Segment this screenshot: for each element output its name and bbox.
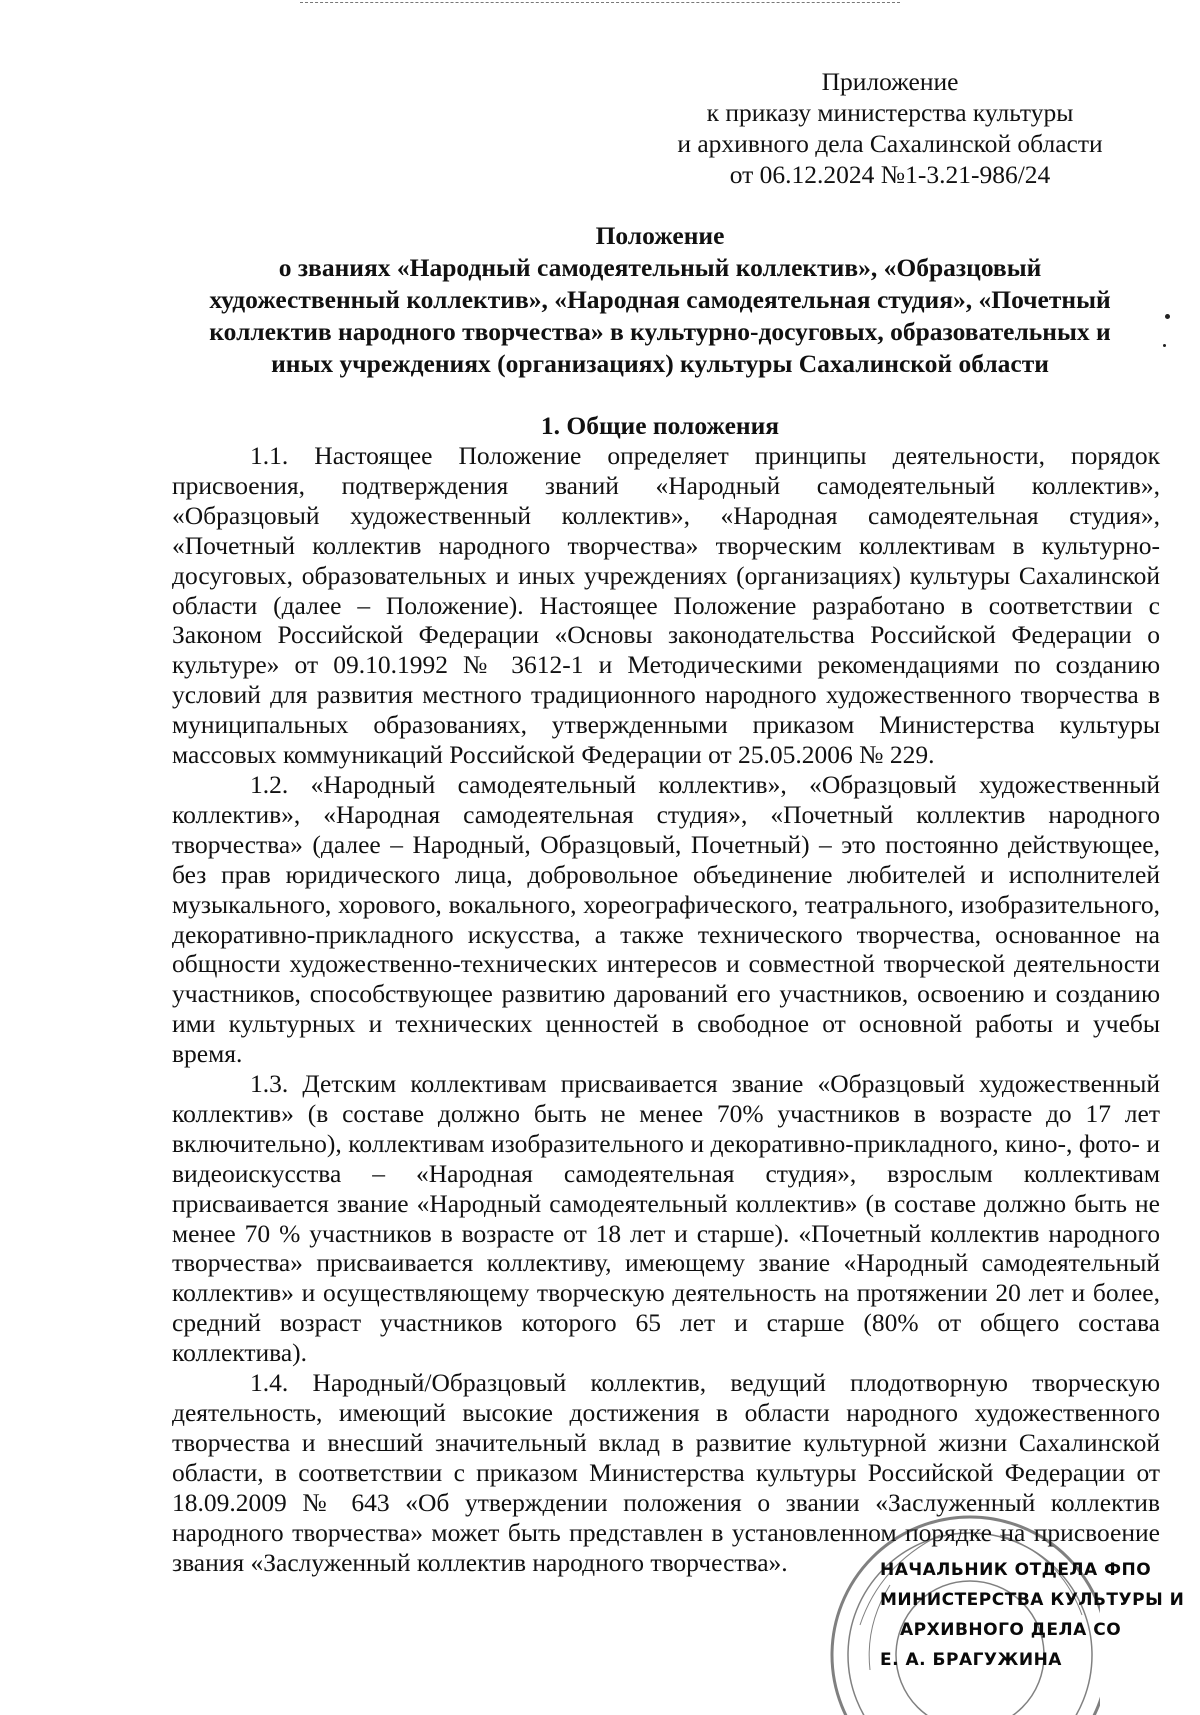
annex-line: Приложение <box>821 67 959 96</box>
section-heading: 1. Общие положения <box>540 411 780 440</box>
document-title <box>160 220 1160 380</box>
annex-header <box>640 66 1140 190</box>
signature-stamp-text <box>880 1555 1185 1675</box>
title-line: художественный коллектив», «Народная самодеятельная студия», «Почетный <box>209 285 1111 314</box>
top-edge-rule <box>300 2 900 4</box>
signature-line: Е. А. БРАГУЖИНА <box>880 1650 1062 1670</box>
annex-line: и архивного дела Сахалинской области <box>677 129 1103 158</box>
section-body <box>172 441 1160 1577</box>
signature-line: АРХИВНОГО ДЕЛА СО <box>900 1620 1122 1640</box>
annex-line: от 06.12.2024 №1-3.21-986/24 <box>729 160 1051 189</box>
annex-line: к приказу министерства культуры <box>706 98 1074 127</box>
paragraph-1-4: 1.4. Народный/Образцовый коллектив, ведущий плодотворную творческую деятельность, имеющий высокие достижения в области народного художественного творчества и внесший значительный вклад в развитие культурной жизни Сахалинской области, в соответствии с приказом Министерства культуры Российской Федерации от 18.09.2009 № 643 «Об утверждении положения о звании «Заслуженный коллектив народного творчества» может быть представлен в установленном порядке на присвоение звания «Заслуженный коллектив народного творчества». <box>172 1368 1160 1577</box>
signature-line: МИНИСТЕРСТВА КУЛЬТУРЫ И <box>880 1590 1185 1610</box>
title-line: о званиях «Народный самодеятельный коллектив», «Образцовый <box>278 253 1042 282</box>
signature-line: НАЧАЛЬНИК ОТДЕЛА ФПО <box>880 1560 1152 1580</box>
scan-speck <box>1163 344 1166 347</box>
scan-speck <box>1165 314 1170 319</box>
title-line: Положение <box>595 221 725 250</box>
paragraph-1-2: 1.2. «Народный самодеятельный коллектив», «Образцовый художественный коллектив», «Народная самодеятельная студия», «Почетный коллектив народного творчества» (далее – Народный, Образцовый, Почетный) – это постоянно действующее, без прав юридического лица, добровольное объединение любителей и исполнителей музыкального, хорового, вокального, хореографического, театрального, изобразительного, декоративно-прикладного искусства, а также технического творчества, основанное на общности художественно-технических интересов и совместной творческой деятельности участников, способствующее развитию дарований его участников, освоению и созданию ими культурных и технических ценностей в свободное от основной работы и учебы время. <box>172 769 1160 1069</box>
paragraph-1-3: 1.3. Детским коллективам присваивается звание «Образцовый художественный коллектив» (в составе должно быть не менее 70% участников в возрасте до 17 лет включительно), коллективам изобразительного и декоративно-прикладного, кино-, фото- и видеоискусства – «Народная самодеятельная студия», взрослым коллективам присваивается звание «Народный самодеятельный коллектив» (в составе должно быть не менее 70 % участников в возрасте от 18 лет и старше). «Почетный коллектив народного творчества» присваивается коллективу, имеющему звание «Народный самодеятельный коллектив» и осуществляющему творческую деятельность на протяжении 20 лет и более, средний возраст участников которого 65 лет и старше (80% от общего состава коллектива). <box>172 1069 1160 1368</box>
paragraph-1-1: 1.1. Настоящее Положение определяет принципы деятельности, порядок присвоения, подтверждения званий «Народный самодеятельный коллектив», «Образцовый художественный коллектив», «Народная самодеятельная студия», «Почетный коллектив народного творчества» творческим коллективам в культурно-досуговых, образовательных и иных учреждениях (организациях) культуры Сахалинской области (далее – Положение). Настоящее Положение разработано в соответствии с Законом Российской Федерации «Основы законодательства Российской Федерации о культуре» от 09.10.1992 № 3612-1 и Методическими рекомендациями по созданию условий для развития местного традиционного народного художественного творчества в муниципальных образованиях, утвержденными приказом Министерства культуры массовых коммуникаций Российской Федерации от 25.05.2006 № 229. <box>172 441 1160 770</box>
title-line: иных учреждениях (организациях) культуры Сахалинской области <box>271 349 1049 378</box>
title-line: коллектив народного творчества» в культурно-досуговых, образовательных и <box>209 317 1111 346</box>
